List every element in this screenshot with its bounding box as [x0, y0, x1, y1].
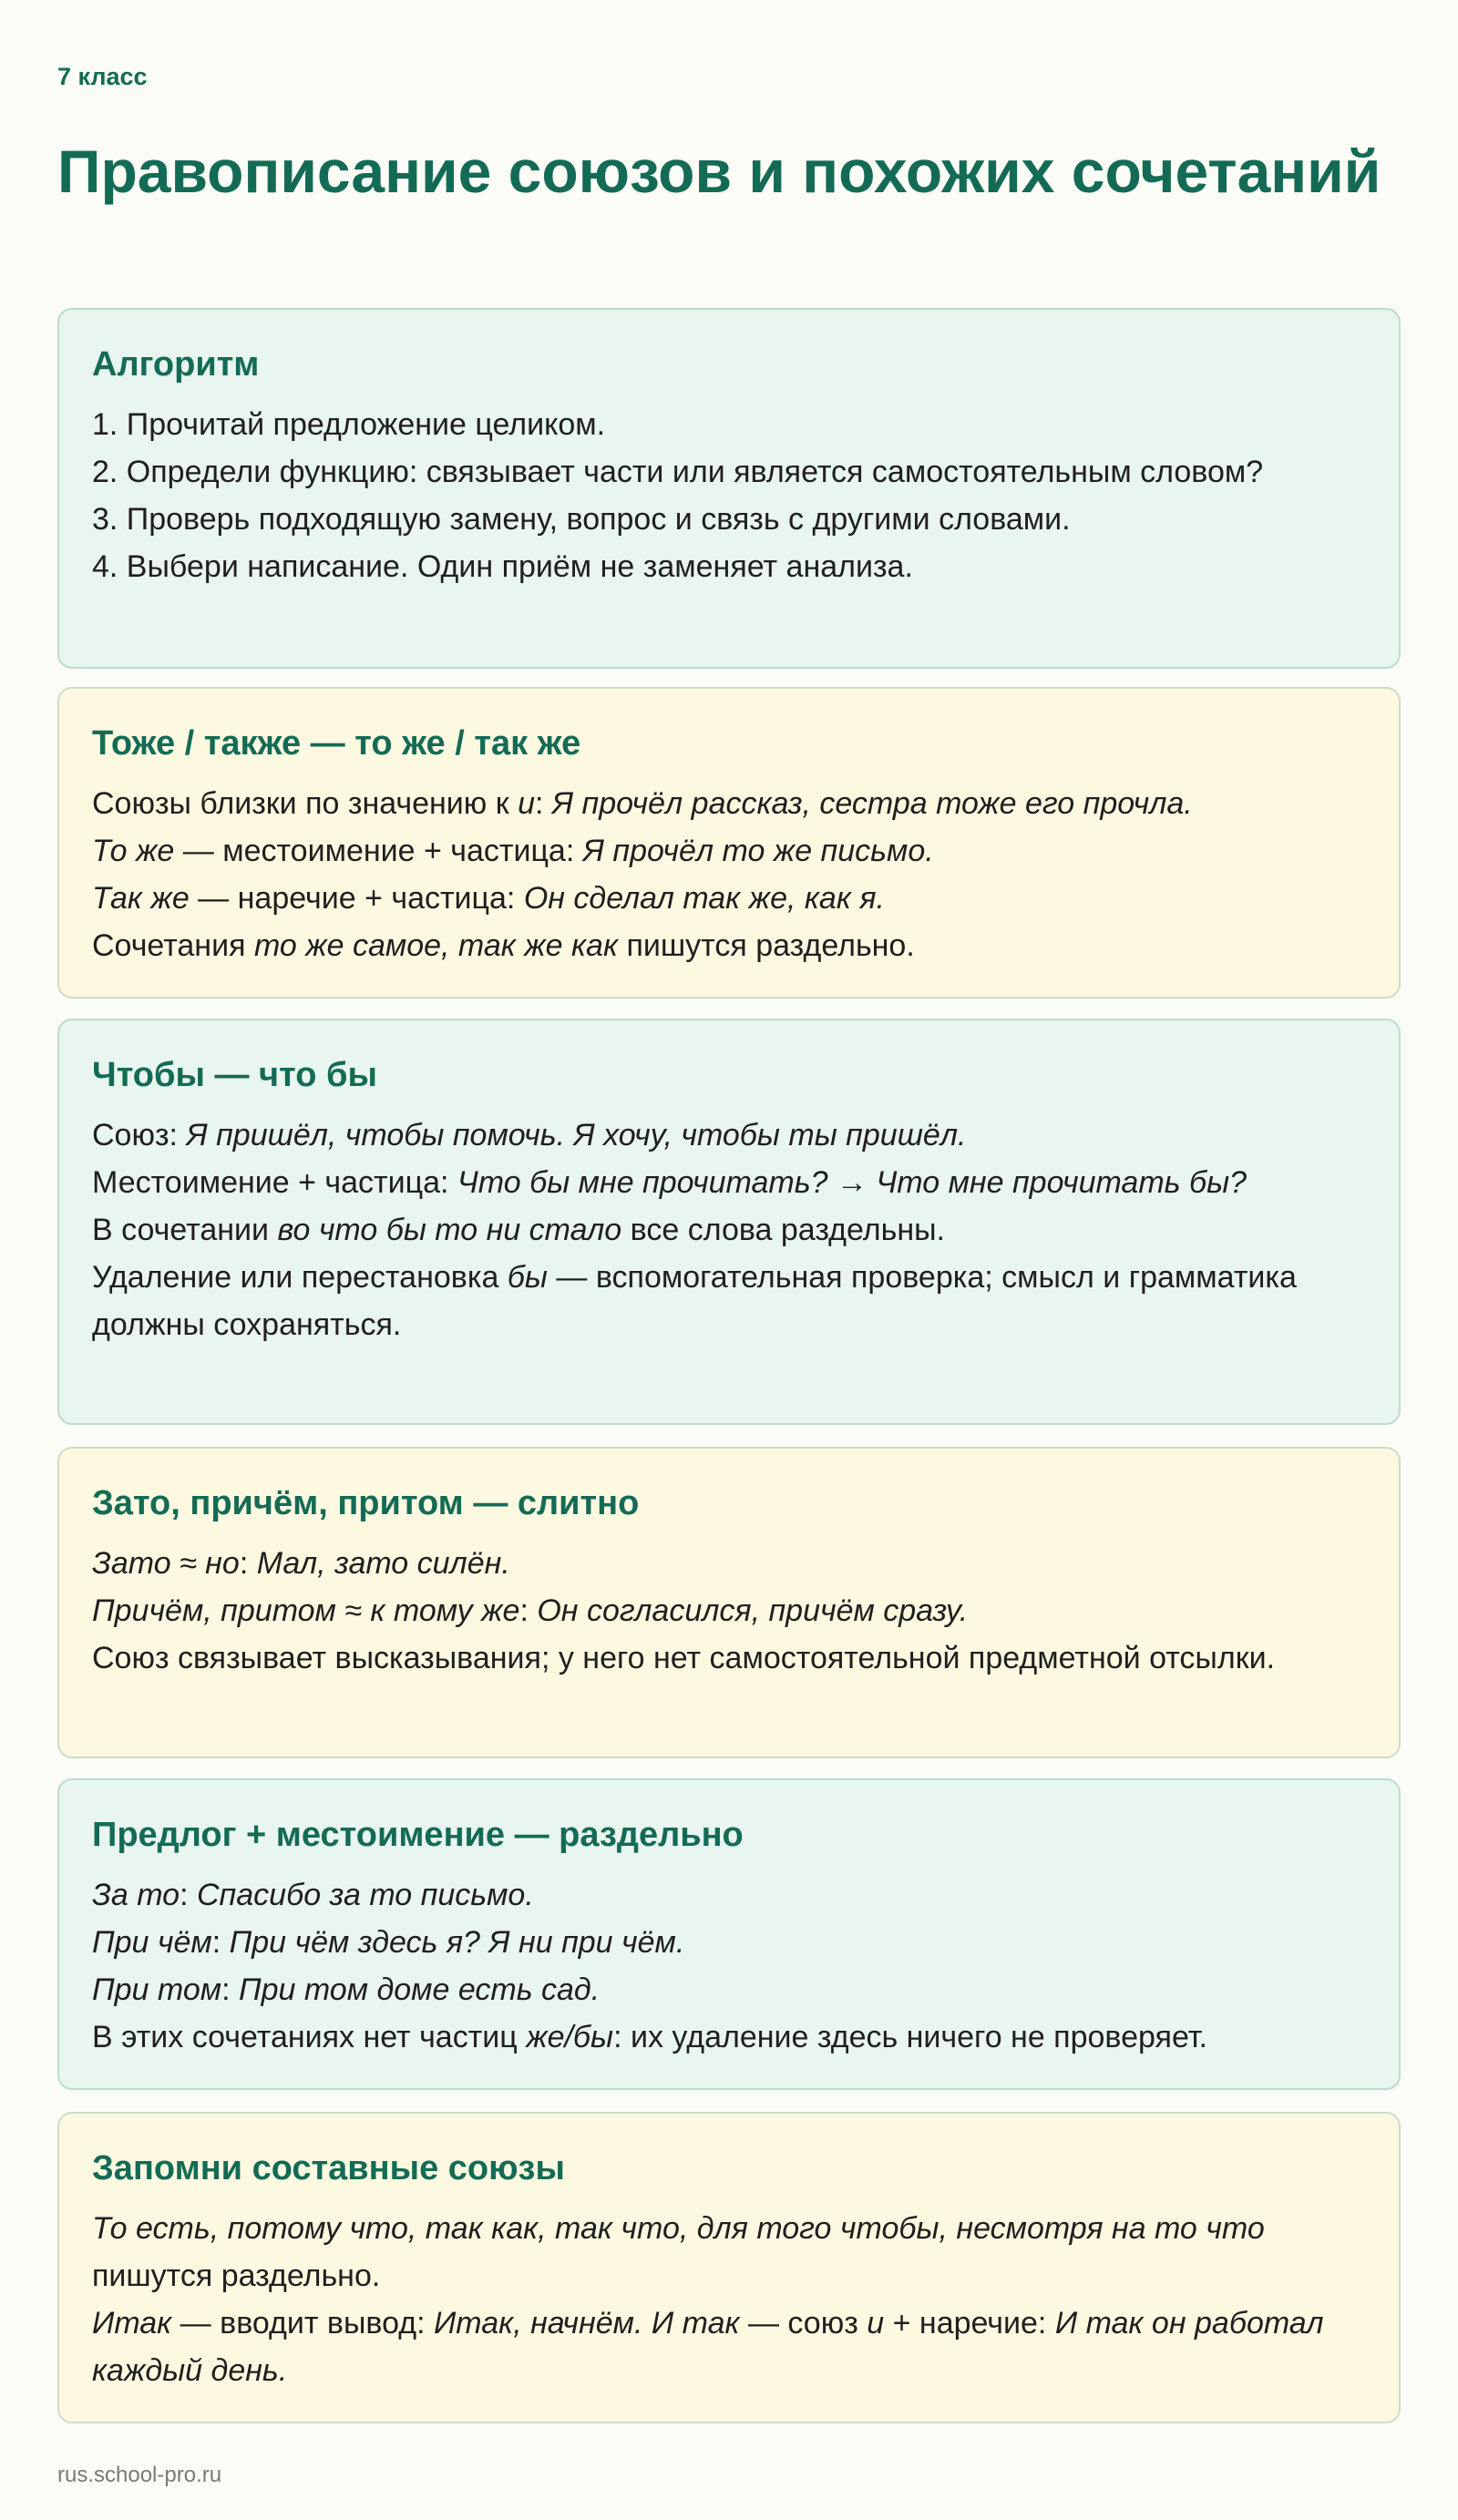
grade-label: 7 класс — [57, 63, 148, 90]
rule-line: Причём, притом ≈ к тому же: Он согласился, причём сразу. — [92, 1593, 969, 1628]
card-title: Предлог + местоимение — раздельно — [92, 1816, 744, 1854]
card-algorithm — [57, 308, 1401, 669]
card-title: Алгоритм — [92, 345, 260, 384]
card-chtoby — [57, 1019, 1401, 1425]
card-title: Запомни составные союзы — [92, 2149, 565, 2187]
rule-line: Итак — вводит вывод: Итак, начнём. И так — союз и + наречие: И так он работал каждый день. — [92, 2306, 1324, 2388]
card-sostavnye-soyuzy — [57, 2112, 1401, 2423]
rule-line: В этих сочетаниях нет частиц же/бы: их удаление здесь ничего не проверяет. — [92, 2020, 1207, 2054]
card-predlog-mestoimenie — [57, 1778, 1401, 2090]
rule-line: В сочетании во что бы то ни стало все слова раздельны. — [92, 1213, 945, 1247]
rule-line: Удаление или перестановка бы — вспомогательная проверка; смысл и грамматика должны сохраняться. — [92, 1260, 1297, 1342]
rule-line: Союз: Я пришёл, чтобы помочь. Я хочу, чтобы ты пришёл. — [92, 1118, 967, 1152]
algorithm-step-3: 3. Проверь подходящую замену, вопрос и связь с другими словами. — [92, 502, 1071, 537]
algorithm-step-1: 1. Прочитай предложение целиком. — [92, 407, 606, 442]
rule-line: Союзы близки по значению к и: Я прочёл рассказ, сестра тоже его прочла. — [92, 786, 1193, 821]
rule-line: Местоимение + частица: Что бы мне прочитать? → Что мне прочитать бы? — [92, 1165, 1248, 1200]
rule-line: То же — местоимение + частица: Я прочёл то же письмо. — [92, 834, 934, 868]
rule-line: За то: Спасибо за то письмо. — [92, 1878, 534, 1912]
rule-line: При том: При том доме есть сад. — [92, 1972, 601, 2007]
rule-line: Союз связывает высказывания; у него нет самостоятельной предметной отсылки. — [92, 1641, 1276, 1675]
algorithm-step-4: 4. Выбери написание. Один приём не заменяет анализа. — [92, 549, 913, 584]
card-tozhe-takzhe — [57, 687, 1401, 999]
rule-line: То есть, потому что, так как, так что, для того чтобы, несмотря на то что пишутся раздельно. — [92, 2211, 1265, 2293]
card-zato-prichem — [57, 1447, 1401, 1758]
rule-line: Так же — наречие + частица: Он сделал так же, как я. — [92, 881, 885, 916]
card-title: Зато, причём, притом — слитно — [92, 1484, 640, 1522]
rule-line: Сочетания то же самое, так же как пишутся раздельно. — [92, 928, 915, 963]
card-title: Чтобы — что бы — [92, 1056, 377, 1094]
card-title: Тоже / также — то же / так же — [92, 724, 581, 763]
algorithm-step-2: 2. Определи функцию: связывает части или является самостоятельным словом? — [92, 455, 1264, 489]
page-title: Правописание союзов и похожих сочетаний — [57, 138, 1381, 205]
rule-line: Зато ≈ но: Мал, зато силён. — [92, 1546, 510, 1581]
footer-site: rus.school-pro.ru — [57, 2463, 222, 2487]
rule-line: При чём: При чём здесь я? Я ни при чём. — [92, 1925, 685, 1960]
